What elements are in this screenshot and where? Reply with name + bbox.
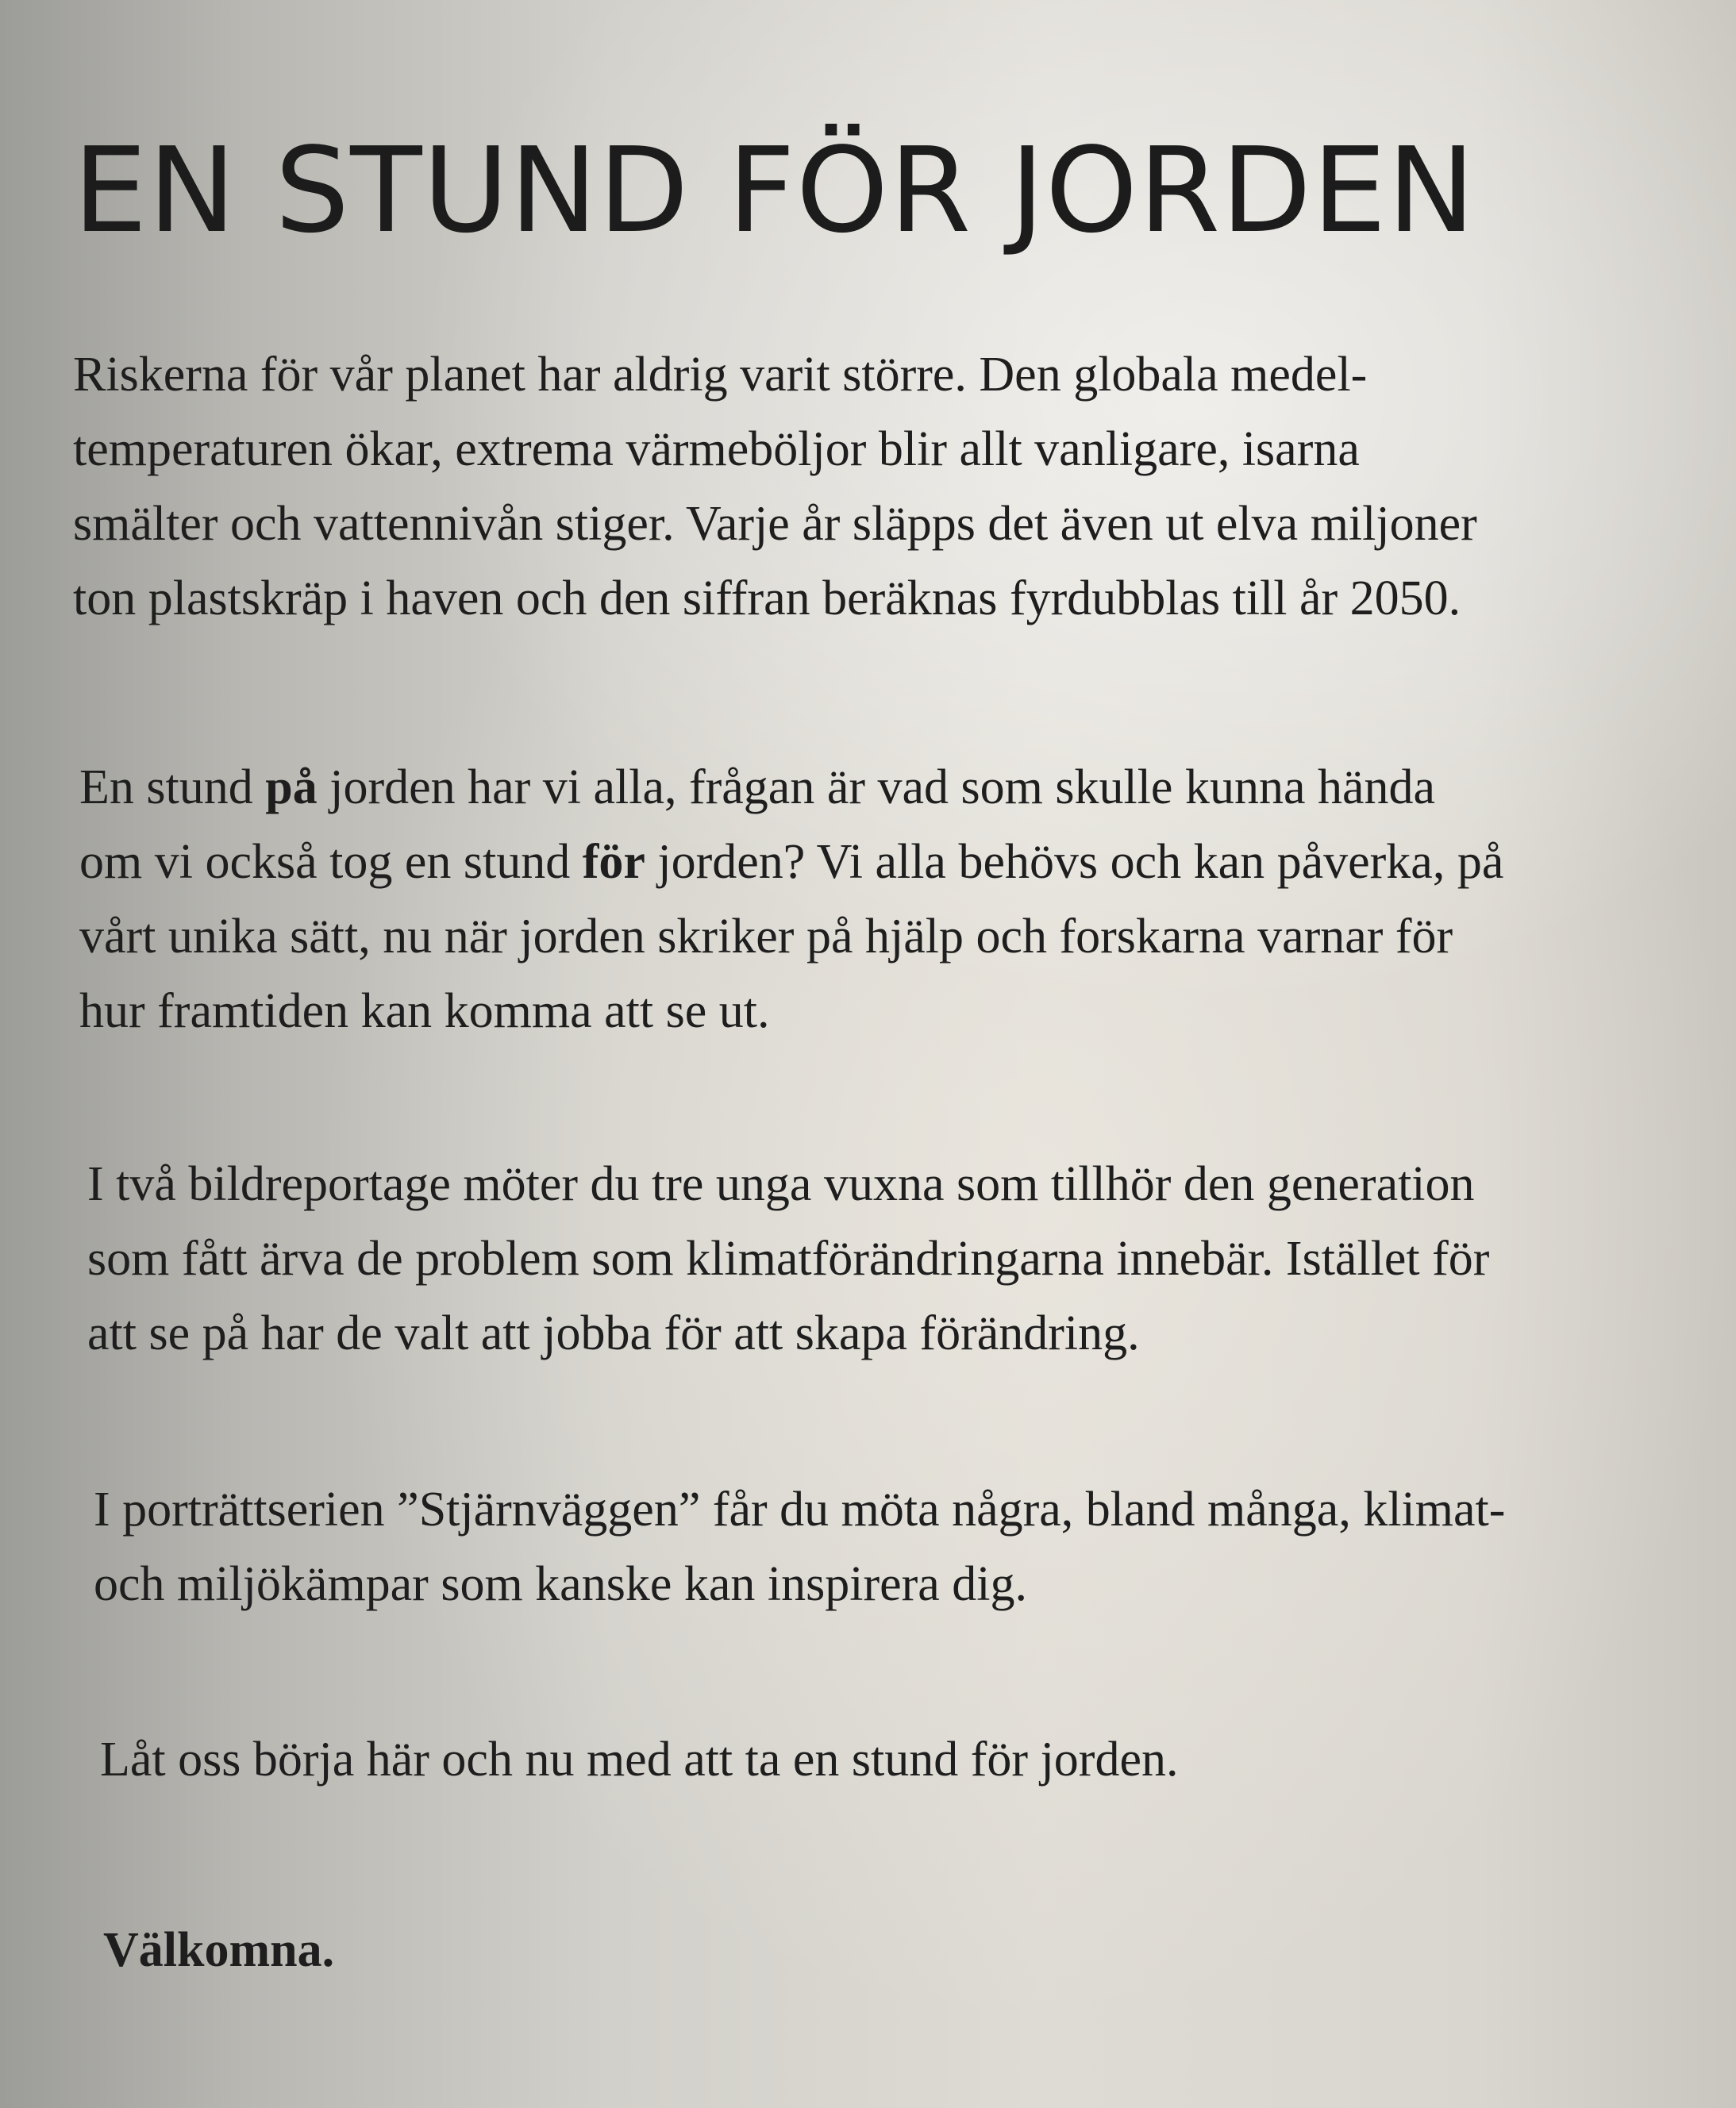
text-line: I två bildreportage möter du tre unga vuxna som tillhör den generation (87, 1157, 1475, 1211)
paragraph-reportage (87, 1147, 1683, 1371)
bold-word: för (582, 835, 645, 889)
paragraph-portrait-series (94, 1472, 1689, 1621)
text-line: att se på har de valt att jobba för att skapa förändring. (87, 1306, 1140, 1360)
text-line: Riskerna för vår planet har aldrig varit större. Den globala medel- (73, 348, 1368, 402)
text-segment: om vi också tog en stund (79, 835, 583, 889)
text-segment: jorden har vi alla, frågan är vad som skulle kunna hända (317, 760, 1436, 814)
text-line (79, 825, 1675, 899)
text-line: som fått ärva de problem som klimatförändringarna innebär. Istället för (87, 1232, 1490, 1286)
paragraph-moment (79, 750, 1675, 1048)
text-segment: jorden? Vi alla behövs och kan påverka, på (645, 835, 1504, 889)
sign-title: EN STUND FÖR JORDEN (73, 122, 1476, 259)
paragraph-risks (73, 337, 1669, 636)
text-line (79, 750, 1675, 825)
text-line: smälter och vattennivån stiger. Varje år släpps det även ut elva miljoner (73, 497, 1477, 551)
text-line: hur framtiden kan komma att se ut. (79, 984, 770, 1038)
text-segment: En stund (79, 760, 266, 814)
bold-word: på (265, 760, 318, 814)
text-line: I porträttserien ”Stjärnväggen” får du möta några, bland många, klimat- (94, 1483, 1506, 1537)
text-line: vårt unika sätt, nu när jorden skriker på hjälp och forskarna varnar för (79, 910, 1453, 964)
paragraph-call-to-action (100, 1722, 1696, 1797)
text-line: temperaturen ökar, extrema värmeböljor blir allt vanligare, isarna (73, 422, 1360, 476)
text-line: Låt oss börja här och nu med att ta en stund för jorden. (100, 1733, 1179, 1787)
text-line: ton plastskräp i haven och den siffran beräknas fyrdubblas till år 2050. (73, 571, 1461, 625)
text-line: och miljökämpar som kanske kan inspirera dig. (94, 1557, 1028, 1611)
closing-welcome: Välkomna. (103, 1923, 335, 1977)
